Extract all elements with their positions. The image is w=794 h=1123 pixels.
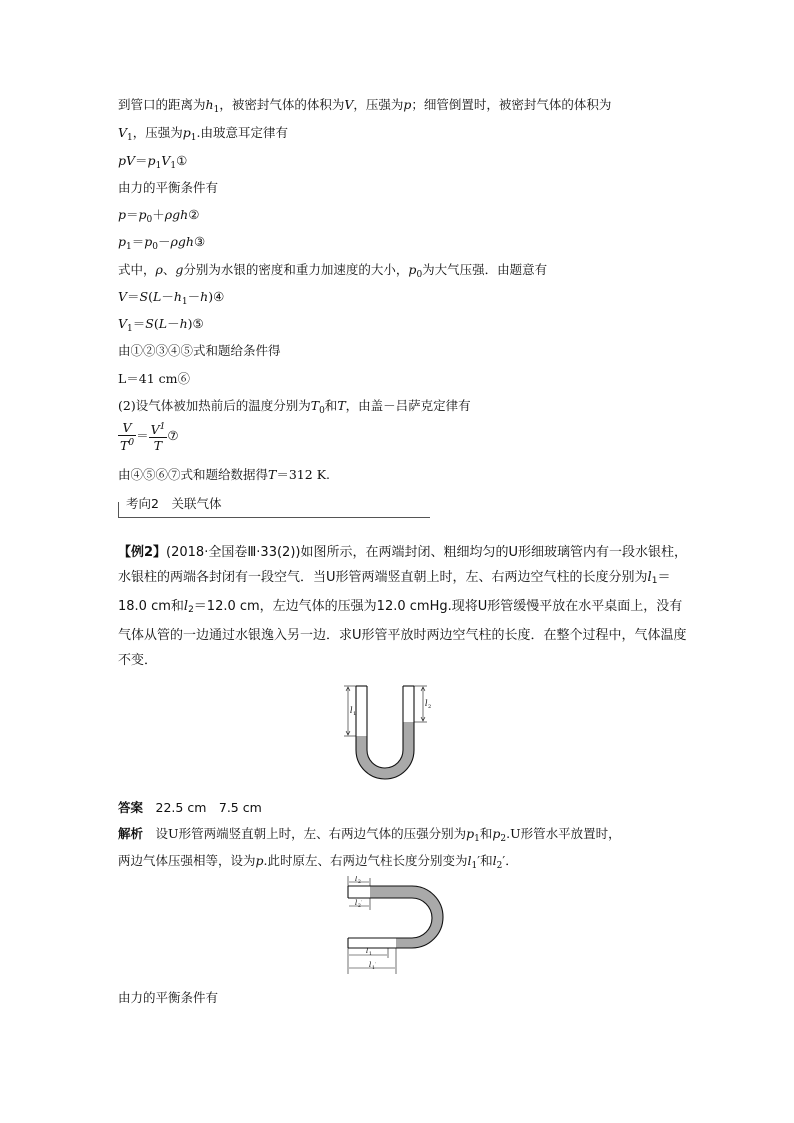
equation-1: $pV=p_1V_1①$ [118, 153, 188, 171]
section-title: 考向2 关联气体 [126, 496, 222, 511]
text-line-4: 由力的平衡条件有 [118, 180, 219, 195]
svg-text:l: l [355, 876, 358, 883]
text-line-12: (2)设气体被加热前后的温度分别为$T_0$和T，由盖－吕萨克定律有 [118, 398, 471, 416]
text-last: 由力的平衡条件有 [118, 990, 219, 1005]
svg-text:l: l [366, 947, 369, 955]
equation-2: $p=p_0+\rho gh②$ [118, 207, 200, 225]
text-line-14: 由④⑤⑥⑦式和题给数据得T＝312 K. [118, 467, 331, 482]
example-tag: 【例2】 [118, 545, 167, 560]
svg-text:2: 2 [358, 904, 361, 909]
svg-text:l: l [355, 899, 358, 907]
svg-text:l: l [425, 699, 428, 708]
svg-text:l: l [350, 706, 353, 715]
u-tube-horizontal-figure [340, 876, 452, 978]
svg-text:l: l [369, 961, 372, 969]
answer-line [118, 800, 262, 816]
svg-text:′: ′ [375, 962, 377, 968]
u-tube-vertical-figure [330, 680, 440, 795]
svg-text:′: ′ [361, 900, 363, 906]
svg-text:1: 1 [353, 711, 357, 717]
text-line-2: $V_1$，压强为$p_1$.由玻意耳定律有 [118, 125, 289, 143]
answer-value: 22.5 cm 7.5 cm [155, 800, 262, 815]
equation-4: $V=S(L-h_1-h)④$ [118, 289, 225, 307]
svg-text:1: 1 [369, 952, 372, 957]
analysis-line-1: 解析 设U形管两端竖直朝上时，左、右两边气体的压强分别为$p_1$和$p_2.U$形管水平放置时， [118, 826, 621, 844]
svg-text:1: 1 [372, 966, 375, 971]
equation-6: L＝41 cm⑥ [118, 371, 191, 386]
equation-5: $V_1=S(L-h)⑤$ [118, 316, 204, 334]
svg-text:2: 2 [358, 880, 361, 885]
svg-text:2: 2 [428, 704, 432, 710]
text-line-7: 式中，ρ、g分别为水银的密度和重力加速度的大小，$p_0$为大气压强．由题意有 [118, 262, 548, 280]
equation-3: $p_1=p_0-\rho gh③$ [118, 234, 206, 252]
section-header [118, 494, 430, 518]
equation-7: $\frac{V}{T^0}$ ＝ $\frac{V^1}{T}$ ⑦ [120, 420, 179, 454]
text-line-10: 由①②③④⑤式和题给条件得 [118, 343, 281, 358]
analysis-line-2: 两边气体压强相等，设为p.此时原左、右两边气柱长度分别变为$l_1'$和$l_2'$． [118, 853, 518, 871]
answer-label: 答案 [118, 800, 144, 815]
analysis-label: 解析 [118, 826, 144, 841]
text-line-1: 到管口的距离为$h_1$，被密封气体的体积为V，压强为p；细管倒置时，被密封气体的体积为 [118, 97, 612, 115]
example-problem: 【例2】(2018·全国卷Ⅲ·33(2))如图所示，在两端封闭、粗细均匀的U形细玻璃管内有一段水银柱，水银柱的两端各封闭有一段空气．当U形管两端竖直朝上时，左、右两边空气柱的长度分别为$l_1=18.0$ cm和$l_2=12.0$ cm，左边气体的压强为12.0 cmHg.现将U形管缓慢平放在水平桌面上，没有气体从管的一边通过水银逸入另一边．求U形管平放时两边空气柱的长度．在整个过程中，气体温度不变． [118, 545, 687, 668]
